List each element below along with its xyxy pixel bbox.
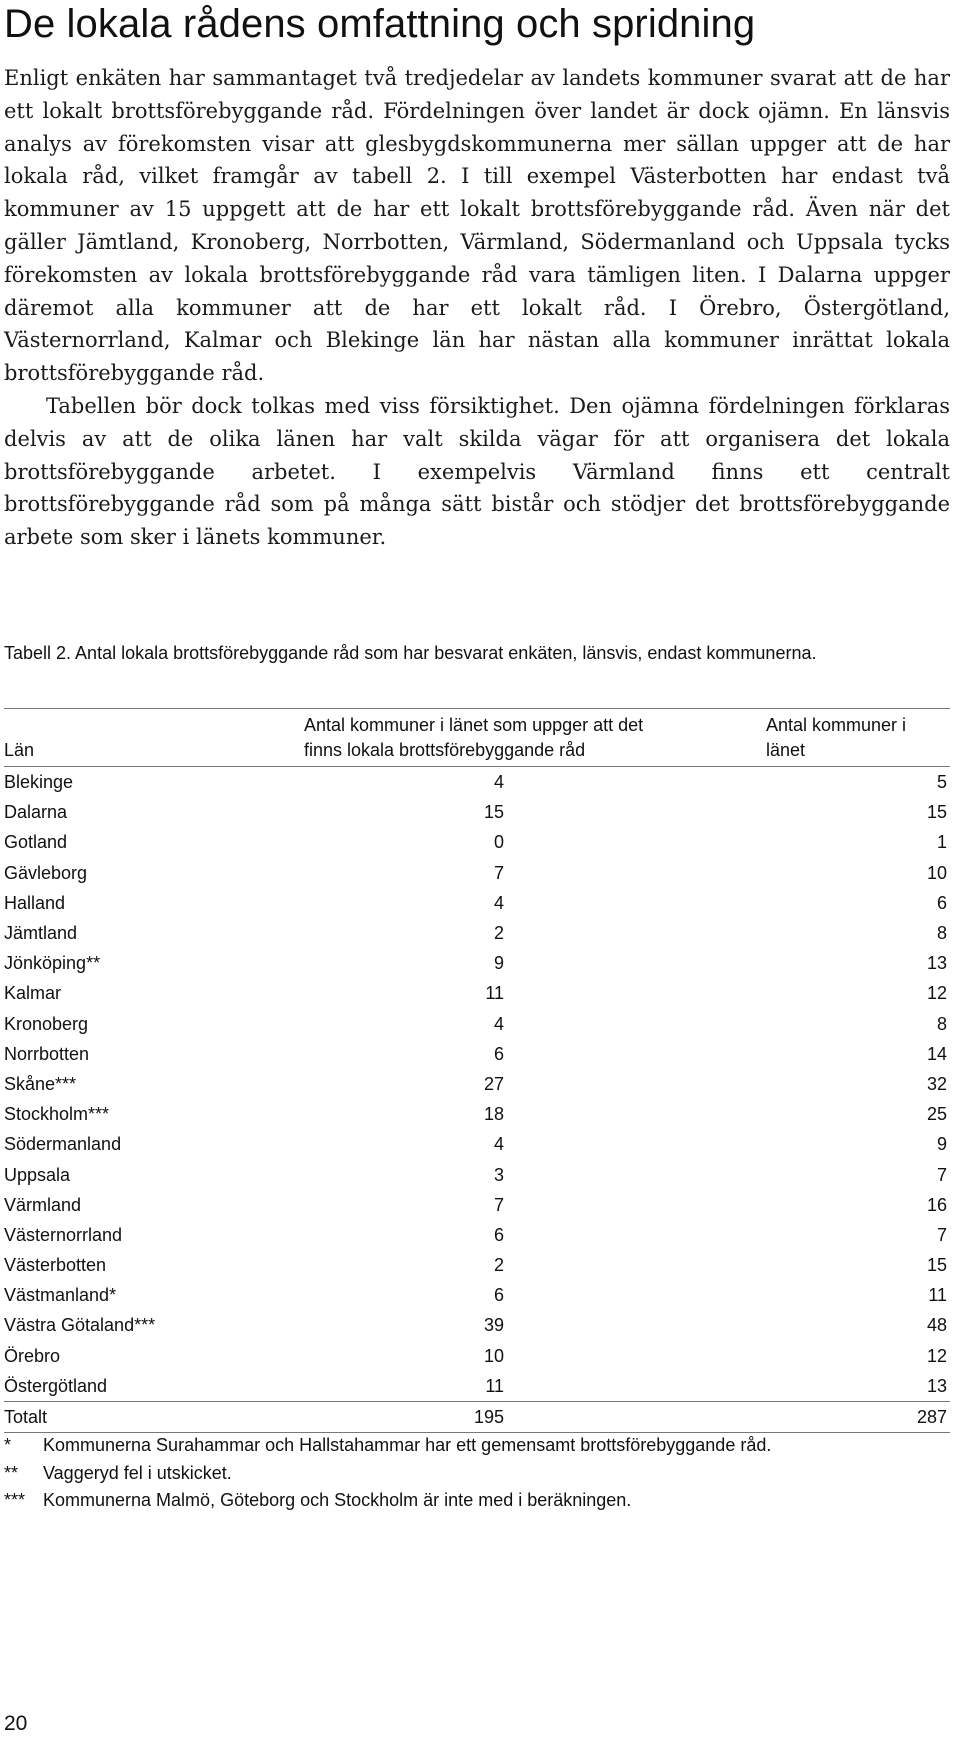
- cell-total-municipalities: 15: [926, 1255, 947, 1276]
- cell-lan: Uppsala: [4, 1164, 71, 1185]
- cell-total-municipalities: 12: [926, 1345, 947, 1366]
- table-row: [4, 1371, 950, 1402]
- cell-with-council: 6: [493, 1285, 504, 1306]
- cell-lan: Värmland: [4, 1194, 82, 1215]
- table-row: [4, 827, 950, 857]
- cell-lan: Södermanland: [4, 1134, 122, 1155]
- cell-lan: Stockholm***: [4, 1104, 110, 1125]
- footnote: [4, 1487, 950, 1515]
- cell-total-municipalities: 7: [936, 1224, 947, 1245]
- cell-spacer: [504, 1099, 766, 1129]
- table-row: [4, 797, 950, 827]
- table-row: [4, 918, 950, 948]
- table-row: [4, 978, 950, 1008]
- footnote-text: Kommunerna Surahammar och Hallstahammar har ett gemensamt brottsförebyggande råd.: [43, 1435, 772, 1455]
- cell-with-council: 7: [493, 1194, 504, 1215]
- header-total-municipalities: [766, 709, 950, 767]
- cell-with-council: 15: [483, 802, 504, 823]
- table-header-row: [4, 709, 950, 767]
- cell-with-council: 195: [473, 1407, 504, 1428]
- table-caption: Tabell 2. Antal lokala brottsförebyggande råd som har besvarat enkäten, länsvis, endast kommunerna.: [4, 643, 817, 663]
- cell-lan: Kalmar: [4, 983, 62, 1004]
- footnote: [4, 1432, 950, 1460]
- cell-lan: Västra Götaland***: [4, 1315, 156, 1336]
- table-row: [4, 858, 950, 888]
- cell-lan: Kronoberg: [4, 1013, 89, 1034]
- table-row: [4, 1280, 950, 1310]
- cell-spacer: [504, 1310, 766, 1340]
- header-with-council-text: Antal kommuner i länet som uppger att det finns lokala brottsförebyggande råd: [304, 715, 644, 760]
- cell-lan: Halland: [4, 892, 66, 913]
- cell-lan: Jönköping**: [4, 953, 101, 974]
- cell-with-council: 4: [493, 892, 504, 913]
- table-row: [4, 1250, 950, 1280]
- cell-lan: Östergötland: [4, 1375, 108, 1396]
- cell-total-municipalities: 9: [936, 1134, 947, 1155]
- cell-lan: Västernorrland: [4, 1224, 123, 1245]
- cell-total-municipalities: 1: [936, 832, 947, 853]
- cell-with-council: 3: [493, 1164, 504, 1185]
- table-body: [4, 767, 950, 1433]
- footnote: [4, 1460, 950, 1488]
- cell-total-municipalities: 8: [936, 923, 947, 944]
- footnote-mark: **: [4, 1462, 19, 1483]
- cell-total-municipalities: 13: [926, 953, 947, 974]
- cell-spacer: [504, 918, 766, 948]
- cell-with-council: 11: [485, 1375, 504, 1396]
- cell-lan: Blekinge: [4, 772, 74, 793]
- cell-with-council: 0: [493, 832, 504, 853]
- cell-with-council: 4: [493, 1134, 504, 1155]
- cell-spacer: [504, 797, 766, 827]
- cell-spacer: [504, 1009, 766, 1039]
- cell-with-council: 39: [483, 1315, 504, 1336]
- cell-spacer: [504, 858, 766, 888]
- footnote-mark: ***: [4, 1490, 26, 1510]
- cell-total-municipalities: 12: [926, 983, 947, 1004]
- table-row: [4, 1341, 950, 1371]
- cell-lan: Gotland: [4, 832, 68, 853]
- cell-spacer: [504, 827, 766, 857]
- cell-spacer: [504, 978, 766, 1008]
- cell-with-council: 4: [493, 1013, 504, 1034]
- cell-spacer: [504, 1250, 766, 1280]
- table-row: [4, 1039, 950, 1069]
- cell-with-council: 9: [493, 953, 504, 974]
- cell-lan: Örebro: [4, 1345, 61, 1366]
- footnotes: [4, 1432, 950, 1515]
- cell-with-council: 2: [493, 1255, 504, 1276]
- cell-spacer: [504, 1190, 766, 1220]
- cell-spacer: [504, 1371, 766, 1402]
- table-row: [4, 1190, 950, 1220]
- footnote-text: Kommunerna Malmö, Göteborg och Stockholm är inte med i beräkningen.: [43, 1490, 632, 1510]
- cell-lan: Totalt: [4, 1407, 48, 1428]
- cell-total-municipalities: 14: [926, 1043, 947, 1064]
- page-number: 20: [4, 1712, 28, 1735]
- cell-spacer: [504, 1039, 766, 1069]
- cell-total-municipalities: 7: [936, 1164, 947, 1185]
- cell-total-municipalities: 6: [936, 892, 947, 913]
- cell-lan: Jämtland: [4, 923, 78, 944]
- header-total-municipalities-text: Antal kommuner i länet: [766, 715, 907, 760]
- cell-spacer: [504, 1069, 766, 1099]
- footnote-text: Vaggeryd fel i utskicket.: [43, 1462, 232, 1483]
- cell-total-municipalities: 25: [926, 1104, 947, 1125]
- header-with-council: [304, 709, 766, 767]
- page-title: De lokala rådens omfattning och spridning: [4, 2, 756, 46]
- table-row: [4, 1069, 950, 1099]
- cell-spacer: [504, 1280, 766, 1310]
- cell-total-municipalities: 16: [926, 1194, 947, 1215]
- cell-lan: Norrbotten: [4, 1043, 90, 1064]
- cell-with-council: 7: [493, 862, 504, 883]
- cell-total-municipalities: 10: [926, 862, 947, 883]
- table-row: [4, 1310, 950, 1340]
- cell-total-municipalities: 5: [936, 772, 947, 793]
- table-row: [4, 948, 950, 978]
- cell-with-council: 27: [483, 1073, 504, 1094]
- cell-total-municipalities: 287: [916, 1407, 947, 1428]
- cell-total-municipalities: 15: [926, 802, 947, 823]
- header-lan: Län: [4, 740, 35, 760]
- cell-lan: Gävleborg: [4, 862, 88, 883]
- body-text: [4, 62, 950, 554]
- cell-with-council: 4: [493, 772, 504, 793]
- paragraph: Tabellen bör dock tolkas med viss försiktighet. Den ojämna fördelningen förklaras delvis av att de olika länen har valt skilda vägar för att organisera det lokala brottsförebyggande arbetet. I exempelvis Värmland finns ett centralt brottsförebyggande råd som på många sätt bistår och stödjer det brottsförebyggande arbete som sker i länets kommuner.: [4, 393, 950, 550]
- cell-total-municipalities: 32: [926, 1073, 947, 1094]
- table-row: [4, 1220, 950, 1250]
- cell-lan: Skåne***: [4, 1073, 77, 1094]
- cell-with-council: 11: [485, 983, 504, 1004]
- cell-spacer: [504, 1341, 766, 1371]
- footnote-mark: *: [4, 1435, 12, 1455]
- table-row: [4, 1009, 950, 1039]
- table-row: [4, 1099, 950, 1129]
- cell-total-municipalities: 11: [928, 1285, 947, 1306]
- cell-spacer: [504, 948, 766, 978]
- table-total-row: [4, 1401, 950, 1432]
- county-council-table: [4, 708, 950, 1433]
- paragraph: Enligt enkäten har sammantaget två tredjedelar av landets kommuner svarat att de har ett lokalt brottsförebyggande råd. Fördelningen över landet är dock ojämn. En länsvis analys av förekomsten visar att glesbygdskommunerna mer sällan uppger att de har lokala råd, vilket framgår av tabell 2. I till exempel Västerbotten har endast två kommuner av 15 uppgett att de har ett lokalt brottsförebyggande råd. Även när det gäller Jämtland, Kronoberg, Norrbotten, Värmland, Södermanland och Uppsala tycks förekomsten av lokala brottsförebyggande råd vara tämligen liten. I Dalarna uppger däremot alla kommuner att de har ett lokalt råd. I Örebro, Östergötland, Västernorrland, Kalmar och Blekinge län har nästan alla kommuner inrättat lokala brottsförebyggande råd.: [4, 66, 950, 386]
- cell-spacer: [504, 1129, 766, 1159]
- cell-lan: Västerbotten: [4, 1255, 107, 1276]
- cell-with-council: 10: [483, 1345, 504, 1366]
- cell-spacer: [504, 888, 766, 918]
- table-row: [4, 888, 950, 918]
- cell-spacer: [504, 1159, 766, 1189]
- cell-spacer: [504, 1220, 766, 1250]
- cell-with-council: 2: [493, 923, 504, 944]
- cell-spacer: [504, 1401, 766, 1432]
- table-row: [4, 1159, 950, 1189]
- cell-total-municipalities: 8: [936, 1013, 947, 1034]
- cell-lan: Västmanland*: [4, 1285, 117, 1306]
- cell-with-council: 6: [493, 1043, 504, 1064]
- cell-spacer: [504, 767, 766, 798]
- cell-total-municipalities: 13: [926, 1375, 947, 1396]
- table-row: [4, 767, 950, 798]
- cell-total-municipalities: 48: [926, 1315, 947, 1336]
- table-row: [4, 1129, 950, 1159]
- cell-lan: Dalarna: [4, 802, 68, 823]
- cell-with-council: 6: [493, 1224, 504, 1245]
- cell-with-council: 18: [483, 1104, 504, 1125]
